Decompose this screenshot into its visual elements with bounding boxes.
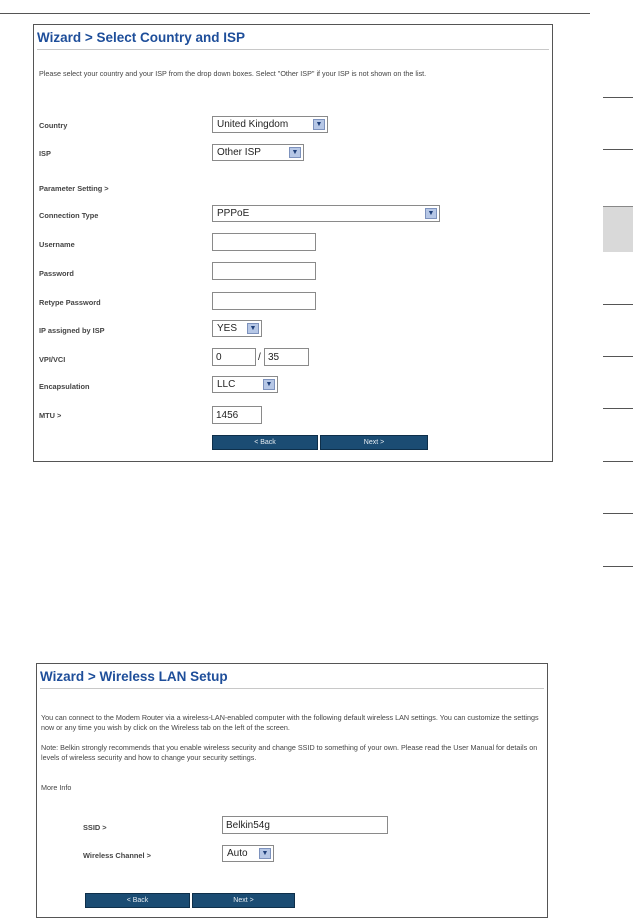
country-select-value: United Kingdom	[217, 119, 289, 130]
isp-select[interactable]	[212, 144, 304, 161]
vpi-vci-label: VPI/VCI	[39, 355, 66, 364]
connection-type-select[interactable]	[212, 205, 440, 222]
more-info-link[interactable]: More Info	[41, 783, 72, 792]
encapsulation-select[interactable]	[212, 376, 278, 393]
ssid-input[interactable]: Belkin54g	[222, 816, 388, 834]
wlan-note-text: Note: Belkin strongly recommends that you enable wireless security and change SSID to something of your own. Please read the User Manual for details on levels of wireless security and how to change your security settings.	[41, 743, 538, 762]
ip-assigned-select[interactable]	[212, 320, 262, 337]
password-input[interactable]	[212, 262, 316, 280]
wireless-channel-label: Wireless Channel >	[83, 851, 151, 860]
chevron-down-icon: ▼	[313, 119, 325, 130]
country-select[interactable]	[212, 116, 328, 133]
connection-type-label: Connection Type	[39, 211, 99, 220]
retype-password-label: Retype Password	[39, 298, 101, 307]
chevron-down-icon: ▼	[263, 379, 275, 390]
wireless-channel-value: Auto	[227, 848, 248, 859]
password-label: Password	[39, 269, 74, 278]
isp-select-value: Other ISP	[217, 147, 261, 158]
ip-assigned-value: YES	[217, 323, 238, 334]
vpi-input[interactable]: 0	[212, 348, 256, 366]
encapsulation-label: Encapsulation	[39, 382, 90, 391]
wireless-channel-select[interactable]	[222, 845, 274, 862]
parameter-setting-heading: Parameter Setting >	[39, 184, 109, 193]
isp-wizard-panel	[33, 24, 553, 462]
username-label: Username	[39, 240, 75, 249]
section-tab-divider	[603, 408, 633, 409]
page-title: Wizard > Wireless LAN Setup	[40, 669, 228, 684]
page-top-rule	[0, 13, 590, 14]
mtu-input[interactable]: 1456	[212, 406, 262, 424]
chevron-down-icon: ▼	[425, 208, 437, 219]
page-title: Wizard > Select Country and ISP	[37, 30, 246, 45]
section-tab-active	[603, 206, 633, 252]
title-divider	[40, 688, 544, 689]
connection-type-value: PPPoE	[217, 208, 250, 219]
section-tab-divider	[603, 461, 633, 462]
isp-label: ISP	[39, 149, 51, 158]
section-tab-divider	[603, 513, 633, 514]
back-button[interactable]: < Back	[212, 435, 318, 450]
vpi-vci-separator: /	[258, 352, 261, 363]
ip-assigned-label: IP assigned by ISP	[39, 326, 105, 335]
section-tab-divider	[603, 566, 633, 567]
isp-intro-text: Please select your country and your ISP from the drop down boxes. Select "Other ISP" if your ISP is not shown on the list.	[39, 69, 427, 78]
country-label: Country	[39, 121, 68, 130]
section-tab-divider	[603, 97, 633, 98]
retype-password-input[interactable]	[212, 292, 316, 310]
wlan-wizard-panel	[36, 663, 548, 918]
chevron-down-icon: ▼	[247, 323, 259, 334]
section-tab-divider	[603, 149, 633, 150]
vci-input[interactable]: 35	[264, 348, 309, 366]
section-tab-divider	[603, 304, 633, 305]
mtu-label: MTU >	[39, 411, 62, 420]
username-input[interactable]	[212, 233, 316, 251]
section-tab-divider	[603, 356, 633, 357]
encapsulation-value: LLC	[217, 379, 236, 390]
title-divider	[37, 49, 549, 50]
ssid-label: SSID >	[83, 823, 107, 832]
chevron-down-icon: ▼	[259, 848, 271, 859]
next-button[interactable]: Next >	[320, 435, 428, 450]
back-button[interactable]: < Back	[85, 893, 190, 908]
next-button[interactable]: Next >	[192, 893, 295, 908]
chevron-down-icon: ▼	[289, 147, 301, 158]
wlan-intro-text: You can connect to the Modem Router via a wireless-LAN-enabled computer with the following default wireless LAN settings. You can customize the settings now or any time you wish by click on the Wireless tab on the left of the screen.	[41, 713, 539, 732]
